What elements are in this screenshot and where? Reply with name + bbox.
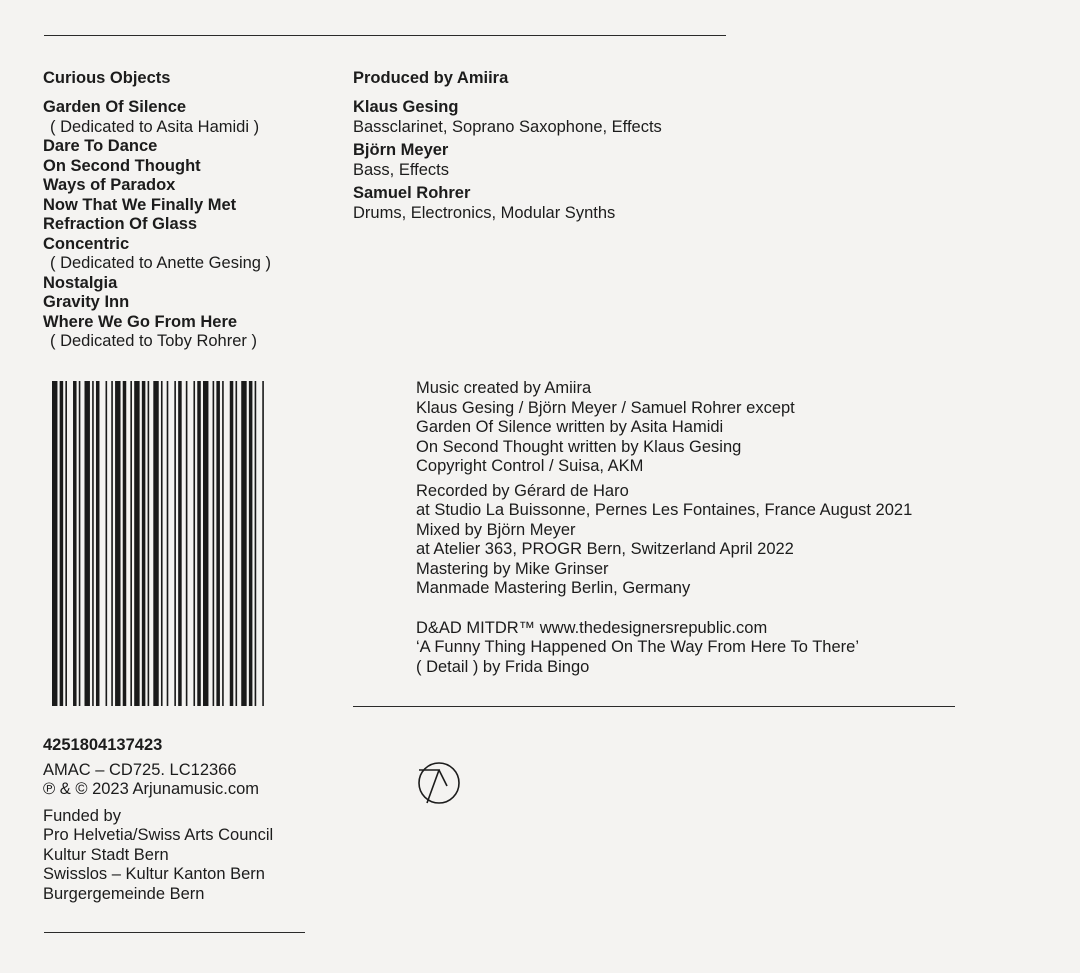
barcode-bar xyxy=(52,381,57,706)
top-rule xyxy=(44,35,726,36)
track-title: Where We Go From Here xyxy=(43,312,238,331)
barcode-bar xyxy=(106,381,108,706)
album-title: Curious Objects xyxy=(43,69,171,87)
barcode-bar xyxy=(96,381,100,706)
credit-line: ( Detail ) by Frida Bingo xyxy=(416,657,590,676)
writing-credits xyxy=(416,379,912,477)
producer-block xyxy=(353,69,508,89)
barcode-bar xyxy=(167,381,169,706)
credits xyxy=(416,379,912,682)
barcode-bar xyxy=(197,381,201,706)
barcode-bar xyxy=(174,381,176,706)
barcode xyxy=(52,381,268,706)
barcode-bar xyxy=(111,381,113,706)
barcode-bar xyxy=(230,381,234,706)
barcode-bar xyxy=(79,381,81,706)
album-title-block xyxy=(43,69,170,89)
barcode-bar xyxy=(84,381,89,706)
credit-line: at Studio La Buissonne, Pernes Les Fontaines, France August 2021 xyxy=(416,501,913,519)
barcode-bar xyxy=(65,381,67,706)
barcode-bar xyxy=(203,381,208,706)
track-title: Now That We Finally Met xyxy=(43,195,237,214)
musician-role: Bassclarinet, Soprano Saxophone, Effects xyxy=(353,117,662,136)
credit-line: Pro Helvetia/Swiss Arts Council xyxy=(43,826,274,844)
barcode-bar xyxy=(216,381,220,706)
track-title: Garden Of Silence xyxy=(43,98,187,116)
arjuna-logo-icon xyxy=(415,758,463,808)
barcode-bar xyxy=(186,381,188,706)
musician-role: Bass, Effects xyxy=(353,160,449,179)
barcode-bar xyxy=(115,381,120,706)
barcode-bar xyxy=(213,381,215,706)
credit-line: D&AD MITDR™ www.thedesignersrepublic.com xyxy=(416,618,768,637)
track-dedication: ( Dedicated to Anette Gesing ) xyxy=(50,254,272,272)
barcode-bar xyxy=(236,381,238,706)
track-title: Dare To Dance xyxy=(43,137,158,155)
barcode-bar xyxy=(262,381,264,706)
track-title: Nostalgia xyxy=(43,273,118,292)
credit-line: Swisslos – Kultur Kanton Bern xyxy=(43,865,265,883)
barcode-bar xyxy=(178,381,182,706)
credit-line: ‘A Funny Thing Happened On The Way From Here To There’ xyxy=(416,638,859,656)
barcode-bar xyxy=(73,381,77,706)
barcode-bar xyxy=(193,381,195,706)
musician-name: Björn Meyer xyxy=(353,141,449,159)
track-dedication: ( Dedicated to Toby Rohrer ) xyxy=(50,332,257,350)
musician-name: Samuel Rohrer xyxy=(353,184,471,202)
tracklist xyxy=(43,98,271,352)
barcode-bar xyxy=(161,381,163,706)
track-title: Ways of Paradox xyxy=(43,176,176,194)
credit-line: Copyright Control / Suisa, AKM xyxy=(416,457,644,475)
catalog-number: AMAC – CD725. LC12366 xyxy=(43,760,237,779)
copyright-line: ℗ & © 2023 Arjunamusic.com xyxy=(43,780,259,798)
credit-line: Recorded by Gérard de Haro xyxy=(416,481,629,500)
producer-credit: Produced by Amiira xyxy=(353,69,509,87)
track-title: On Second Thought xyxy=(43,156,201,175)
bottom-rule xyxy=(44,932,305,933)
credit-line: Music created by Amiira xyxy=(416,379,592,397)
credit-line: Mixed by Björn Meyer xyxy=(416,520,576,539)
credit-line: at Atelier 363, PROGR Bern, Switzerland April 2022 xyxy=(416,540,794,558)
barcode-bar xyxy=(148,381,150,706)
credit-line: Funded by xyxy=(43,806,121,825)
musician-role: Drums, Electronics, Modular Synths xyxy=(353,203,616,222)
barcode-bar xyxy=(153,381,158,706)
catalog-block xyxy=(43,736,273,904)
credit-line: Manmade Mastering Berlin, Germany xyxy=(416,579,691,597)
credit-line: Klaus Gesing / Björn Meyer / Samuel Rohrer except xyxy=(416,398,795,417)
barcode-bar xyxy=(60,381,64,706)
barcode-bar xyxy=(92,381,94,706)
track-title: Concentric xyxy=(43,234,130,253)
track-title: Gravity Inn xyxy=(43,293,130,311)
design-credits xyxy=(416,619,912,678)
barcode-bar xyxy=(249,381,253,706)
credits-rule xyxy=(353,706,955,707)
barcode-bar xyxy=(142,381,146,706)
credit-line: Garden Of Silence written by Asita Hamidi xyxy=(416,418,724,436)
barcode-bar xyxy=(241,381,246,706)
musician-list xyxy=(353,98,662,227)
track-dedication: ( Dedicated to Asita Hamidi ) xyxy=(50,117,260,136)
musician-name: Klaus Gesing xyxy=(353,98,459,116)
credit-line: Mastering by Mike Grinser xyxy=(416,559,609,578)
barcode-bar xyxy=(255,381,257,706)
funding-list xyxy=(43,807,273,905)
credit-line: Burgergemeinde Bern xyxy=(43,884,205,903)
barcode-bar xyxy=(222,381,224,706)
barcode-bar xyxy=(123,381,127,706)
recording-credits xyxy=(416,482,912,599)
track-title: Refraction Of Glass xyxy=(43,215,198,233)
barcode-number: 4251804137423 xyxy=(43,736,163,754)
barcode-bar xyxy=(134,381,139,706)
credit-line: Kultur Stadt Bern xyxy=(43,845,169,864)
barcode-bar xyxy=(130,381,132,706)
credit-line: On Second Thought written by Klaus Gesing xyxy=(416,437,742,456)
